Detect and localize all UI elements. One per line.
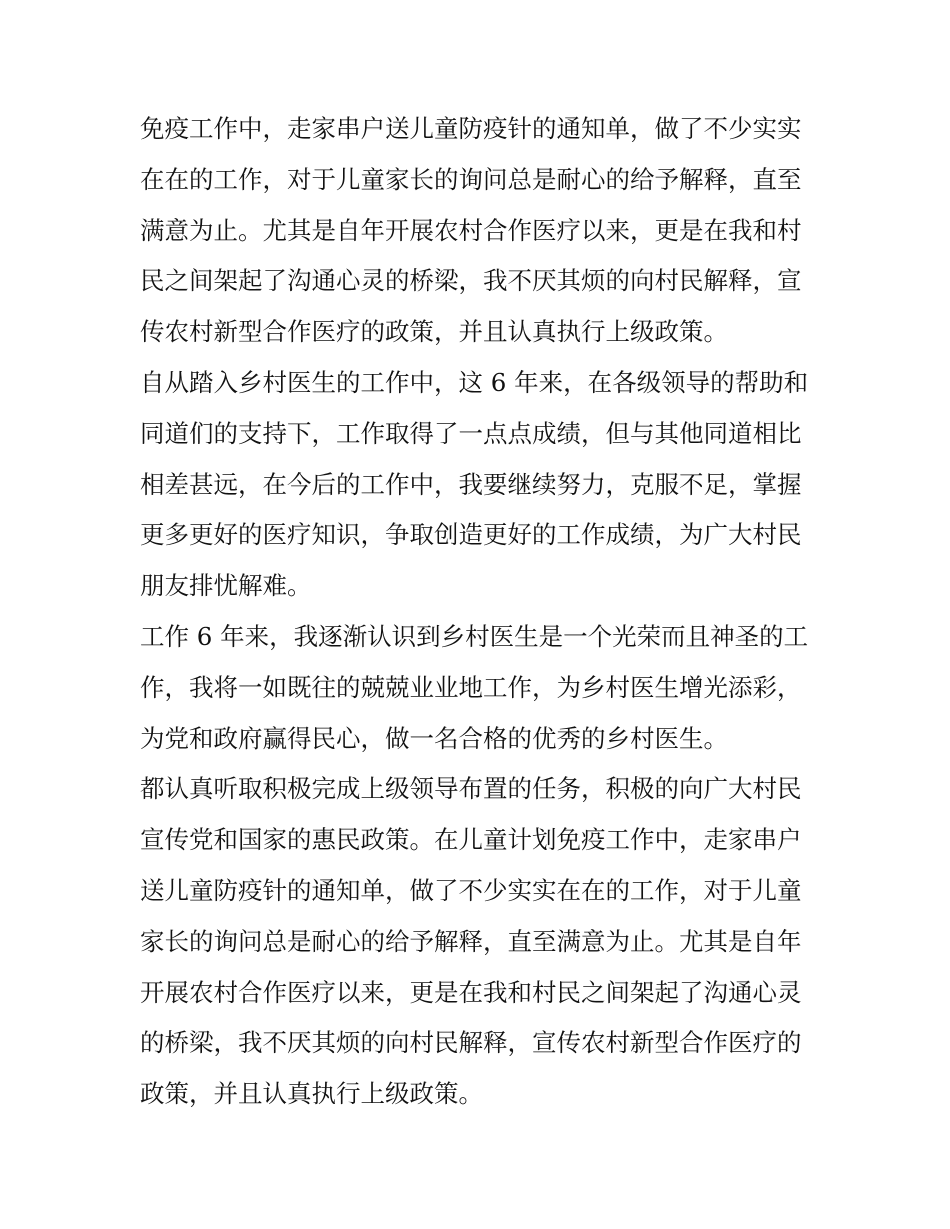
text-line: 朋友排忧解难。 [140, 571, 312, 601]
text-line: 传农村新型合作医疗的政策，并且认真执行上级政策。 [140, 317, 728, 347]
text-line: 在在的工作，对于儿童家长的询问总是耐心的给予解释，直至 [140, 164, 802, 194]
text-line: 自从踏入乡村医生的工作中，这 6 年来，在各级领导的帮助和 [140, 367, 809, 397]
text-line: 同道们的支持下，工作取得了一点点成绩，但与其他同道相比 [140, 418, 802, 448]
text-line: 民之间架起了沟通心灵的桥梁，我不厌其烦的向村民解释，宣 [140, 266, 802, 296]
text-line: 工作 6 年来，我逐渐认识到乡村医生是一个光荣而且神圣的工 [140, 621, 809, 651]
text-line: 开展农村合作医疗以来，更是在我和村民之间架起了沟通心灵 [140, 977, 802, 1007]
text-line: 作，我将一如既往的兢兢业业地工作，为乡村医生增光添彩， [140, 672, 802, 702]
text-line: 宣传党和国家的惠民政策。在儿童计划免疫工作中，走家串户 [140, 825, 802, 855]
paragraph-4 [140, 764, 815, 1120]
text-line: 政策，并且认真执行上级政策。 [140, 1079, 483, 1109]
paragraph-1 [140, 104, 815, 358]
paragraph-2 [140, 358, 815, 612]
text-line: 家长的询问总是耐心的给予解释，直至满意为止。尤其是自年 [140, 926, 802, 956]
document-body [140, 104, 815, 1120]
text-line: 都认真听取积极完成上级领导布置的任务，积极的向广大村民 [140, 774, 802, 804]
text-line: 满意为止。尤其是自年开展农村合作医疗以来，更是在我和村 [140, 215, 802, 245]
paragraph-3 [140, 612, 815, 764]
text-line: 更多更好的医疗知识，争取创造更好的工作成绩，为广大村民 [140, 520, 802, 550]
text-line: 送儿童防疫针的通知单，做了不少实实在在的工作，对于儿童 [140, 875, 802, 905]
text-line: 的桥梁，我不厌其烦的向村民解释，宣传农村新型合作医疗的 [140, 1028, 802, 1058]
text-line: 为党和政府赢得民心，做一名合格的优秀的乡村医生。 [140, 723, 728, 753]
text-line: 相差甚远，在今后的工作中，我要继续努力，克服不足，掌握 [140, 469, 802, 499]
text-line: 免疫工作中，走家串户送儿童防疫针的通知单，做了不少实实 [140, 114, 802, 143]
